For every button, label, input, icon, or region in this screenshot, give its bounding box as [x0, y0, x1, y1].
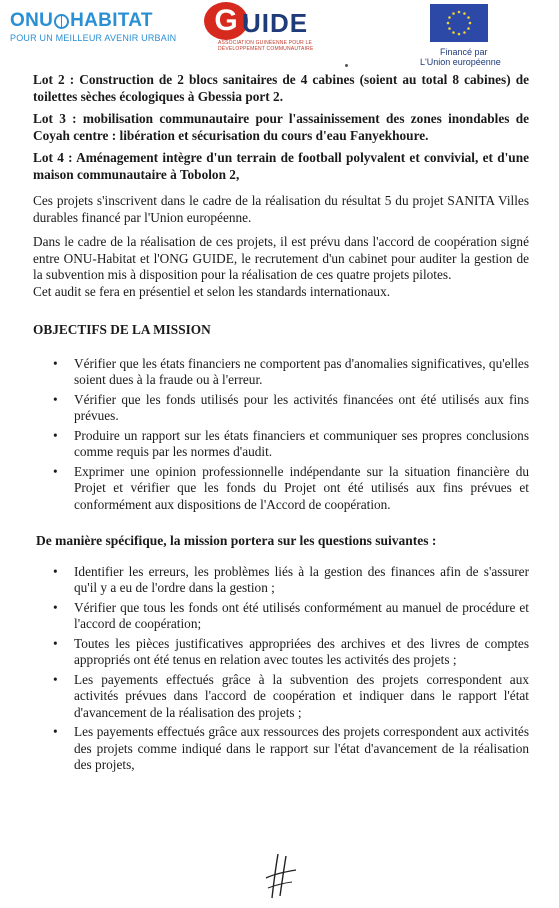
specific-list: [33, 564, 529, 774]
guide-logo: [204, 2, 354, 52]
eu-caption-line-1: Financé par: [440, 47, 488, 57]
list-item: • Identifier les erreurs, les problèmes liés à la gestion des finances afin de s'assurer qu'il y a eu de l'ordre dans la gestion ;: [53, 563, 529, 595]
bullet-icon: •: [53, 463, 58, 479]
guide-tagline-line-1: ASSOCIATION GUINÉENNE POUR LE: [218, 40, 313, 46]
audit-mode-paragraph: Cet audit se fera en présentiel et selon les standards internationaux.: [33, 283, 391, 299]
bullet-icon: •: [53, 355, 58, 371]
bullet-icon: •: [53, 391, 58, 407]
eu-caption-line-2: L'Union européenne: [420, 57, 501, 67]
objectives-heading: OBJECTIFS DE LA MISSION: [33, 322, 211, 337]
list-item: • Vérifier que les états financiers ne comportent pas d'anomalies significatives, qu'elles soient dues à la fraude ou à l'erreur.: [53, 355, 529, 387]
bullet-icon: •: [53, 671, 58, 687]
onu-tagline: POUR UN MEILLEUR AVENIR URBAIN: [10, 33, 177, 43]
guide-logo-word: UIDE: [242, 8, 309, 38]
bullet-icon: •: [53, 563, 58, 579]
onu-habitat-logo: [10, 10, 176, 43]
scan-dot: [345, 64, 348, 67]
onu-logo-text-left: ONU: [10, 10, 54, 31]
specific-heading: De manière spécifique, la mission portera sur les questions suivantes :: [36, 533, 437, 548]
cooperation-paragraph: Dans le cadre de la réalisation de ces projets, il est prévu dans l'accord de coopération signé entre ONU-Habitat et l'ONG GUIDE, le recrutement d'un cabinet pour auditer la gestion de la subvention mis à disposition pour la réalisation de ces quatre projets pilotes.: [33, 234, 529, 282]
list-item: • Produire un rapport sur les états financiers et communiquer ses propres conclusions comme requis par les normes d'audit.: [53, 427, 529, 459]
guide-tagline-line-2: DÉVELOPPEMENT COMMUNAUTAIRE: [218, 46, 314, 52]
globe-icon: [54, 14, 69, 29]
document-body: [33, 72, 529, 777]
bullet-icon: •: [53, 427, 58, 443]
list-item: • Les payements effectués grâce à la subvention des projets correspondent aux activités prévues dans l'accord de coopération et indiquer dans le rapport l'état d'avancement de la réalisation des projets ;: [53, 671, 529, 720]
list-item: • Vérifier que les fonds utilisés pour les activités financées ont été utilisés aux fins prévues.: [53, 391, 529, 423]
lot-3: Lot 3 : mobilisation communautaire pour l'assainissement des zones inondables de Coyah centre : libération et sécurisation du cours d'eau Fanyekhoure.: [33, 111, 529, 143]
list-item: • Exprimer une opinion professionnelle indépendante sur la situation financière du Projet et vérifier que les fonds du Projet ont été utilisés aux fins prévues et conformément aux dispositions de l'Accord de coopération.: [53, 463, 529, 512]
objectives-list: [33, 356, 529, 514]
eu-flag-icon: [430, 4, 488, 42]
lot-4: Lot 4 : Aménagement intègre d'un terrain de football polyvalent et convivial, et d'une maison communautaire à Tobolon 2,: [33, 150, 529, 182]
list-item: • Les payements effectués grâce aux ressources des projets correspondent aux activités des projets comme indiqué dans le rapport sur l'état d'avancement de la réalisation des projets,: [53, 724, 529, 772]
bullet-icon: •: [53, 599, 58, 615]
list-item: • Toutes les pièces justificatives appropriées des archives et des livres de comptes appropriés ont été tenus en relation avec toutes les activités des projets ;: [53, 635, 529, 667]
letterhead: [0, 0, 559, 78]
signature-initials: [260, 852, 300, 902]
onu-logo-text-right: HABITAT: [70, 10, 153, 31]
guide-tagline: [218, 40, 314, 52]
eu-funding-caption: [420, 47, 550, 67]
bullet-icon: •: [53, 635, 58, 651]
bullet-icon: •: [53, 724, 58, 739]
list-item: • Vérifier que tous les fonds ont été utilisés conformément au manuel de procédure et l'accord de coopération;: [53, 599, 529, 631]
context-paragraph: Ces projets s'inscrivent dans le cadre de la réalisation du résultat 5 du projet SANITA Villes durables financé par l'Union européenne.: [33, 193, 529, 225]
lot-2: Lot 2 : Construction de 2 blocs sanitaires de 4 cabines (soient au total 8 cabines) de toilettes sèches écologiques à Gbessia port 2.: [33, 72, 529, 104]
guide-logo-letter: G: [204, 2, 248, 40]
